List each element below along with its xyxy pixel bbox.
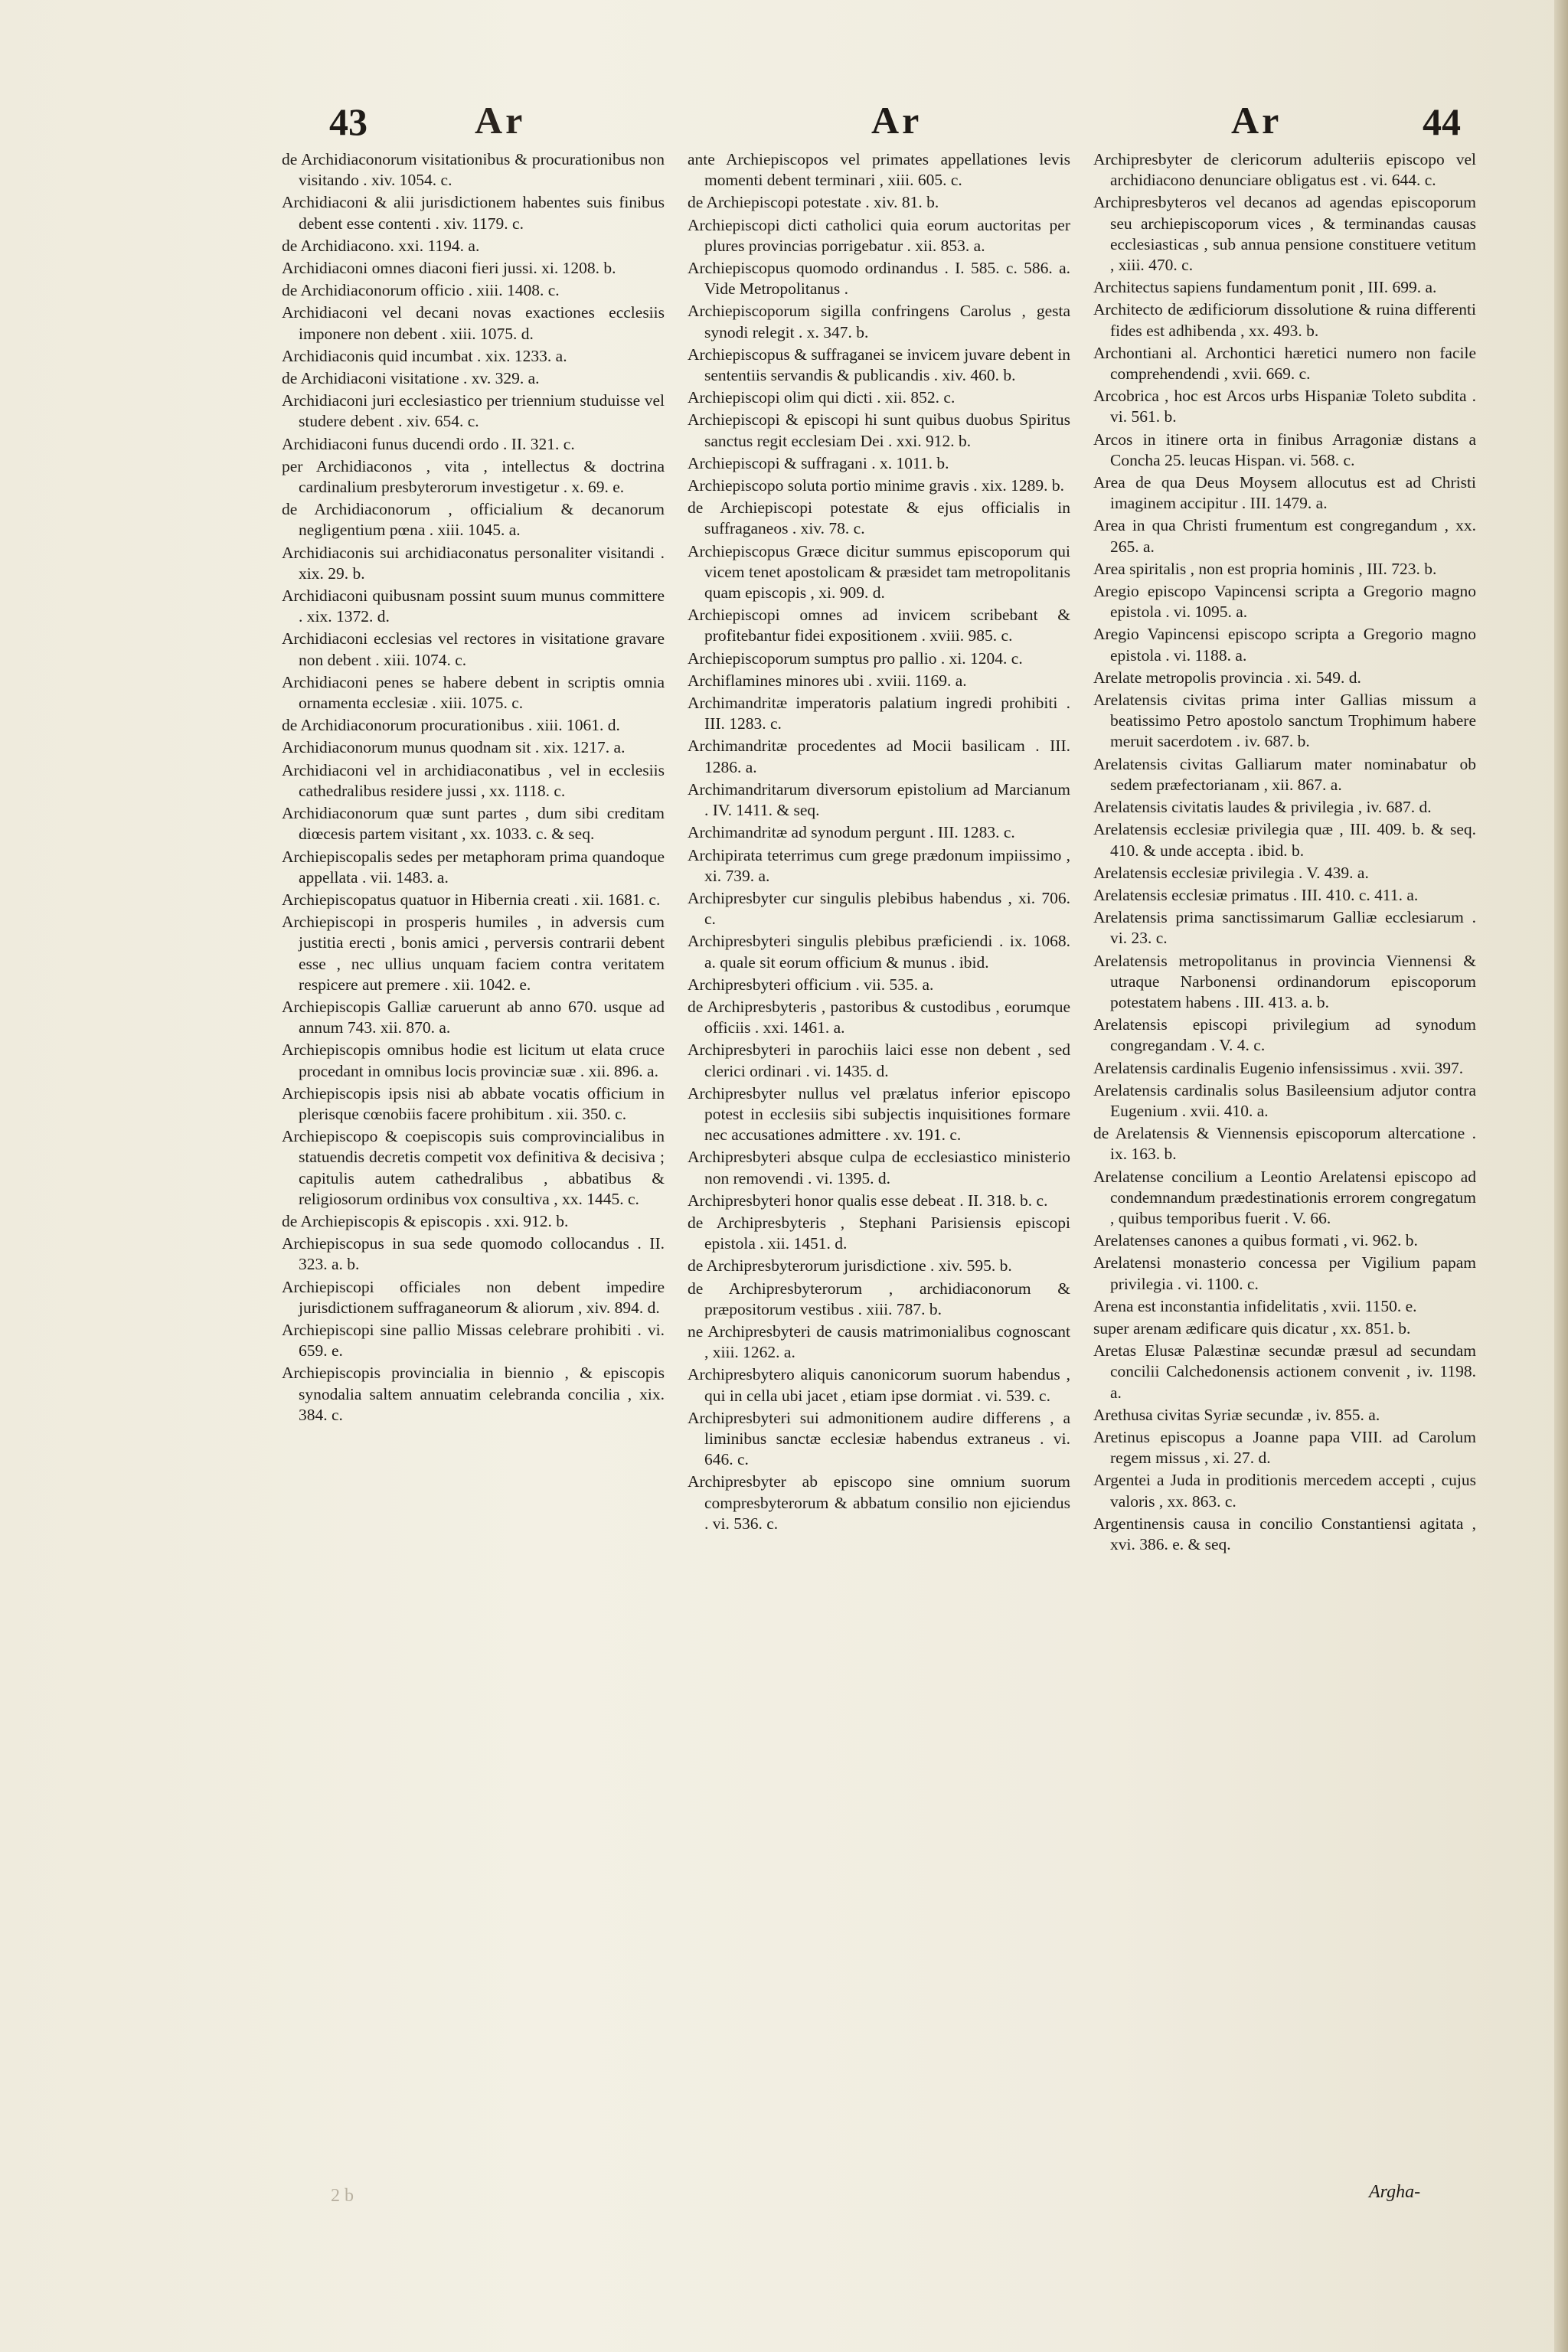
index-entry: ante Archiepiscopos vel primates appellationes levis momenti debent terminari , xiii. 605. c. xyxy=(688,150,1070,190)
index-entry: de Archiepiscopis & episcopis . xxi. 912. b. xyxy=(282,1211,569,1230)
index-entry: Archiepiscopo soluta portio minime gravis . xix. 1289. b. xyxy=(688,476,1065,495)
index-entry: ne Archipresbyteri de causis matrimonialibus cognoscant , xiii. 1262. a. xyxy=(688,1321,1070,1362)
index-entry: Archidiaconi vel in archidiaconatibus , vel in ecclesiis cathedralibus residere jussi , xx. 1118. c. xyxy=(282,760,665,800)
index-entry: Arelatensis civitas prima inter Gallias missum a beatissimo Petro apostolo sanctum Trophimum habere meruit sacerdotem . iv. 687. b. xyxy=(1093,691,1476,751)
page-number-left: 43 xyxy=(329,100,368,143)
index-entry: Archidiaconi ecclesias vel rectores in visitatione gravare non debent . xiii. 1074. c. xyxy=(282,629,665,669)
index-entry: Arelatensis ecclesiæ primatus . III. 410. c. 411. a. xyxy=(1093,885,1419,904)
index-entry: Archipresbyter ab episcopo sine omnium suorum compresbyterorum & abbatum consilio non ejiciendus . vi. 536. c. xyxy=(688,1472,1070,1533)
index-entry: Arelatenses canones a quibus formati , vi. 962. b. xyxy=(1093,1231,1418,1250)
index-entry: Archiepiscopus Græce dicitur summus episcoporum qui vicem tenet apostolicam & præsidet tam metropolitanis quam episcopis , xi. 909. d. xyxy=(688,541,1070,603)
index-entry: Archiepiscoporum sigilla confringens Carolus , gesta synodi relegit . x. 347. b. xyxy=(688,302,1070,341)
index-column-3 xyxy=(1093,149,1476,1557)
index-entry: Argentei a Juda in proditionis mercedem accepti , cujus valoris , xx. 863. c. xyxy=(1093,1471,1476,1511)
index-entry: Archiepiscopis omnibus hodie est licitum ut elata cruce procedant in omnibus locis provinciæ suæ . xii. 896. a. xyxy=(282,1040,665,1080)
index-entry: Archimandritæ procedentes ad Mocii basilicam . III. 1286. a. xyxy=(688,737,1070,776)
index-entry: Arelate metropolis provincia . xi. 549. d. xyxy=(1093,668,1361,687)
index-entry: Archiepiscopi officiales non debent impedire jurisdictionem suffraganeorum & aliorum , xiv. 894. d. xyxy=(282,1277,665,1317)
signature-mark: 2 b xyxy=(331,2186,354,2206)
index-entry: Area de qua Deus Moysem allocutus est ad Christi imaginem accipitur . III. 1479. a. xyxy=(1093,473,1476,513)
index-entry: Archidiaconi quibusnam possint suum munus committere . xix. 1372. d. xyxy=(282,586,665,626)
index-entry: Arelatensi monasterio concessa per Vigilium papam privilegia . vi. 1100. c. xyxy=(1093,1253,1476,1293)
index-entry: Arelatensis prima sanctissimarum Galliæ ecclesiarum . vi. 23. c. xyxy=(1093,908,1476,948)
index-entry: Area in qua Christi frumentum est congregandum , xx. 265. a. xyxy=(1093,516,1476,556)
index-entry: Archipresbyteri singulis plebibus præficiendi . ix. 1068. a. quale sit eorum officium & munus . ibid. xyxy=(688,932,1070,972)
index-entry: de Archidiaconorum , officialium & decanorum negligentium pœna . xiii. 1045. a. xyxy=(282,500,665,540)
index-entry: Archiepiscopi olim qui dicti . xii. 852. c. xyxy=(688,388,956,407)
index-entry: Aregio episcopo Vapincensi scripta a Gregorio magno epistola . vi. 1095. a. xyxy=(1093,582,1476,622)
index-entry: Archipresbyter cur singulis plebibus habendus , xi. 706. c. xyxy=(688,888,1070,929)
index-entry: per Archidiaconos , vita , intellectus & doctrina cardinalium presbyterorum investigetur . x. 69. e. xyxy=(282,456,665,497)
index-entry: de Archipresbyterorum jurisdictione . xiv. 595. b. xyxy=(688,1256,1012,1276)
index-entry: de Archidiacono. xxi. 1194. a. xyxy=(282,236,480,255)
index-entry: Archiepiscopi omnes ad invicem scribebant & profitebantur fidei expositionem . xviii. 985. c. xyxy=(688,606,1070,645)
index-entry: de Archiepiscopi potestate & ejus officialis in suffraganeos . xiv. 78. c. xyxy=(688,498,1070,538)
index-entry: Archipresbytero aliquis canonicorum suorum habendus , qui in cella ubi jacet , etiam ipse dormiat . vi. 539. c. xyxy=(688,1365,1070,1405)
index-entry: Archiepiscopis ipsis nisi ab abbate vocatis officium in plerisque cœnobiis facere prohibitum . xii. 350. c. xyxy=(282,1083,665,1123)
index-entry: Arelatensis ecclesiæ privilegia . V. 439. a. xyxy=(1093,863,1369,882)
index-entry: Area spiritalis , non est propria hominis , III. 723. b. xyxy=(1093,559,1437,578)
index-entry: Archiepiscopalis sedes per metaphoram prima quandoque appellata . vii. 1483. a. xyxy=(282,847,665,887)
index-entry: Archidiaconorum quæ sunt partes , dum sibi creditam diœcesis partem visitant , xx. 1033. c. & seq. xyxy=(282,804,665,844)
index-entry: de Archidiaconorum visitationibus & procurationibus non visitando . xiv. 1054. c. xyxy=(282,150,665,190)
index-entry: Archiepiscopo & coepiscopis suis comprovincialibus in statuendis decretis competit vox definitiva & decisiva ; capitulis autem cathedralibus , abbatibus & religiosorum ordinibus vox consultiva , xx. 1445. c. xyxy=(282,1127,665,1208)
index-entry: Archiepiscopi in prosperis humiles , in adversis cum justitia erecti , bonis amici , perversis contrarii debent esse , nec ullius unquam faciem contra veritatem respicere aut premere . xii. 1042. e. xyxy=(282,913,665,994)
index-entry: de Archidiaconi visitatione . xv. 329. a. xyxy=(282,369,540,388)
index-entry: Architectus sapiens fundamentum ponit , III. 699. a. xyxy=(1093,278,1437,297)
index-entry: Archidiaconis quid incumbat . xix. 1233. a. xyxy=(282,346,567,365)
index-entry: Archidiaconi omnes diaconi fieri jussi. xi. 1208. b. xyxy=(282,259,616,278)
index-entry: Archidiaconi juri ecclesiastico per triennium studuisse vel studere debent . xiv. 654. c. xyxy=(282,391,665,431)
index-entry: Archidiaconorum munus quodnam sit . xix. 1217. a. xyxy=(282,738,626,757)
index-entry: Archontiani al. Archontici hæretici numero non facile comprehendendi , xvii. 669. c. xyxy=(1093,343,1476,384)
page-edge xyxy=(1554,0,1568,2352)
index-entry: Archiepiscopus in sua sede quomodo collocandus . II. 323. a. b. xyxy=(282,1234,665,1274)
index-entry: Archiepiscopi dicti catholici quia eorum auctoritas per plures provincias porrigebatur . xii. 853. a. xyxy=(688,215,1070,255)
index-entry: Archiepiscopatus quatuor in Hibernia creati . xii. 1681. c. xyxy=(282,890,661,909)
index-entry: Archidiaconi vel decani novas exactiones ecclesiis imponere non debent . xiii. 1075. d. xyxy=(282,303,665,343)
index-entry: Arelatensis ecclesiæ privilegia quæ , III. 409. b. & seq. 410. & unde accepta . ibid. b. xyxy=(1093,820,1476,860)
index-entry: Archipresbyteri in parochiis laici esse non debent , sed clerici ordinari . vi. 1435. d. xyxy=(688,1040,1070,1080)
index-entry: Archiepiscopi & episcopi hi sunt quibus duobus Spiritus sanctus regit ecclesiam Dei . xxi. 912. b. xyxy=(688,410,1070,450)
catchword: Argha- xyxy=(1369,2182,1421,2202)
index-entry: Archipresbyteri officium . vii. 535. a. xyxy=(688,975,934,994)
index-entry: Archidiaconi penes se habere debent in scriptis omnia ornamenta ecclesiæ . xiii. 1075. c. xyxy=(282,672,665,713)
index-entry: Archiepiscopi & suffragani . x. 1011. b. xyxy=(688,453,949,472)
index-entry: Arelatensis episcopi privilegium ad synodum congregandam . V. 4. c. xyxy=(1093,1015,1476,1055)
index-column-2 xyxy=(688,149,1070,1536)
index-entry: Argentinensis causa in concilio Constantiensi agitata , xvi. 386. e. & seq. xyxy=(1093,1514,1476,1553)
index-entry: Archimandritarum diversorum epistolium ad Marcianum . IV. 1411. & seq. xyxy=(688,779,1070,820)
index-entry: de Archidiaconorum officio . xiii. 1408. c. xyxy=(282,281,560,300)
index-entry: de Archipresbyteris , Stephani Parisiensis episcopi epistola . xii. 1451. d. xyxy=(688,1213,1070,1253)
index-entry: de Archipresbyterorum , archidiaconorum & præpositorum vestibus . xiii. 787. b. xyxy=(688,1279,1070,1318)
index-entry: Archiflamines minores ubi . xviii. 1169. a. xyxy=(688,671,967,690)
index-entry: Arethusa civitas Syriæ secundæ , iv. 855. a. xyxy=(1093,1405,1380,1424)
index-entry: Arelatense concilium a Leontio Arelatensi episcopo ad condemnandum prædestinationis errorem congregatum , quibus temporibus fuerit . V. 66. xyxy=(1093,1167,1476,1227)
index-entry: Aregio Vapincensi episcopo scripta a Gregorio magno epistola . vi. 1188. a. xyxy=(1093,625,1476,665)
index-entry: super arenam ædificare quis dicatur , xx. 851. b. xyxy=(1093,1318,1411,1338)
index-entry: Archiepiscopis provincialia in biennio , & episcopis synodalia saltem annuatim celebranda concilia , xix. 384. c. xyxy=(282,1364,665,1424)
index-entry: Archipresbyteri sui admonitionem audire differens , a liminibus sanctæ ecclesiæ habendus extraneus . vi. 646. c. xyxy=(688,1408,1070,1469)
index-column-1 xyxy=(282,149,665,1427)
index-entry: Archiepiscopus & suffraganei se invicem juvare debent in sententiis servandis & publicandis . xiv. 460. b. xyxy=(688,345,1070,385)
index-entry: Archipresbyter nullus vel prælatus inferior episcopo potest in ecclesiis sibi subjectis inquisitiones formare nec accusationes admittere . xv. 191. c. xyxy=(688,1083,1070,1145)
index-entry: Archipresbyteri absque culpa de ecclesiastico ministerio non removendi . vi. 1395. d. xyxy=(688,1148,1070,1187)
index-entry: Arcobrica , hoc est Arcos urbs Hispaniæ Toleto subdita . vi. 561. b. xyxy=(1093,387,1476,426)
index-entry: Architecto de ædificiorum dissolutione & ruina differenti fides est adhibenda , xx. 493. b. xyxy=(1093,300,1476,340)
index-entry: Archidiaconis sui archidiaconatus personaliter visitandi . xix. 29. b. xyxy=(282,543,665,583)
index-entry: Aretinus episcopus a Joanne papa VIII. ad Carolum regem missus , xi. 27. d. xyxy=(1093,1427,1476,1468)
index-entry: Archipirata teterrimus cum grege prædonum impiissimo , xi. 739. a. xyxy=(688,845,1070,885)
index-entry: Archimandritæ ad synodum pergunt . III. 1283. c. xyxy=(688,823,1015,842)
index-entry: Arelatensis metropolitanus in provincia Viennensi & utraque Narbonensi ordinandorum episcoporum potestatem habens . III. 413. a. b. xyxy=(1093,951,1476,1011)
index-entry: Arena est inconstantia infidelitatis , xvii. 1150. e. xyxy=(1093,1296,1417,1315)
index-entry: Archiepiscoporum sumptus pro pallio . xi. 1204. c. xyxy=(688,648,1023,668)
index-entry: Arelatensis cardinalis solus Basileensium adjutor contra Eugenium . xvii. 410. a. xyxy=(1093,1080,1476,1120)
index-entry: Arelatensis civitas Galliarum mater nominabatur ob sedem præfectorianam , xii. 867. a. xyxy=(1093,754,1476,794)
index-entry: de Archiepiscopi potestate . xiv. 81. b. xyxy=(688,193,939,212)
index-entry: Archipresbyteros vel decanos ad agendas episcoporum seu archiepiscoporum vices , & terminandas causas ecclesiasticas , sub annua pensione constituere vetitum , xiii. 470. c. xyxy=(1093,193,1476,275)
index-entry: Arcos in itinere orta in finibus Arragoniæ distans a Concha 25. leucas Hispan. vi. 568. c. xyxy=(1093,430,1476,469)
index-entry: de Arelatensis & Viennensis episcoporum altercatione . ix. 163. b. xyxy=(1093,1124,1476,1164)
index-entry: Archiepiscopi sine pallio Missas celebrare prohibiti . vi. 659. e. xyxy=(282,1320,665,1361)
index-entry: Archipresbyter de clericorum adulteriis episcopo vel archidiacono denunciare obligatus est . vi. 644. c. xyxy=(1093,150,1476,190)
index-entry: Archipresbyteri honor qualis esse debeat . II. 318. b. c. xyxy=(688,1191,1048,1210)
index-entry: de Archipresbyteris , pastoribus & custodibus , eorumque officiis . xxi. 1461. a. xyxy=(688,997,1070,1037)
index-entry: Archiepiscopus quomodo ordinandus . I. 585. c. 586. a. Vide Metropolitanus . xyxy=(688,259,1070,299)
index-entry: Archiepiscopis Galliæ caruerunt ab anno 670. usque ad annum 743. xii. 870. a. xyxy=(282,997,665,1037)
running-head-center: Ar xyxy=(871,99,923,142)
index-entry: de Archidiaconorum procurationibus . xiii. 1061. d. xyxy=(282,716,620,735)
running-head-left: Ar xyxy=(475,99,526,142)
index-entry: Archimandritæ imperatoris palatium ingredi prohibiti . III. 1283. c. xyxy=(688,694,1070,733)
running-head-right: Ar xyxy=(1231,99,1282,142)
page-number-right: 44 xyxy=(1423,100,1461,143)
index-entry: Archidiaconi & alii jurisdictionem habentes suis finibus debent esse contenti . xiv. 1179. c. xyxy=(282,193,665,233)
index-entry: Arelatensis cardinalis Eugenio infensissimus . xvii. 397. xyxy=(1093,1058,1464,1077)
index-entry: Aretas Elusæ Palæstinæ secundæ præsul ad secundam concilii Calchedonensis actionem convenit , iv. 1198. a. xyxy=(1093,1341,1476,1402)
index-entry: Archidiaconi funus ducendi ordo . II. 321. c. xyxy=(282,434,575,453)
index-entry: Arelatensis civitatis laudes & privilegia , iv. 687. d. xyxy=(1093,798,1432,817)
